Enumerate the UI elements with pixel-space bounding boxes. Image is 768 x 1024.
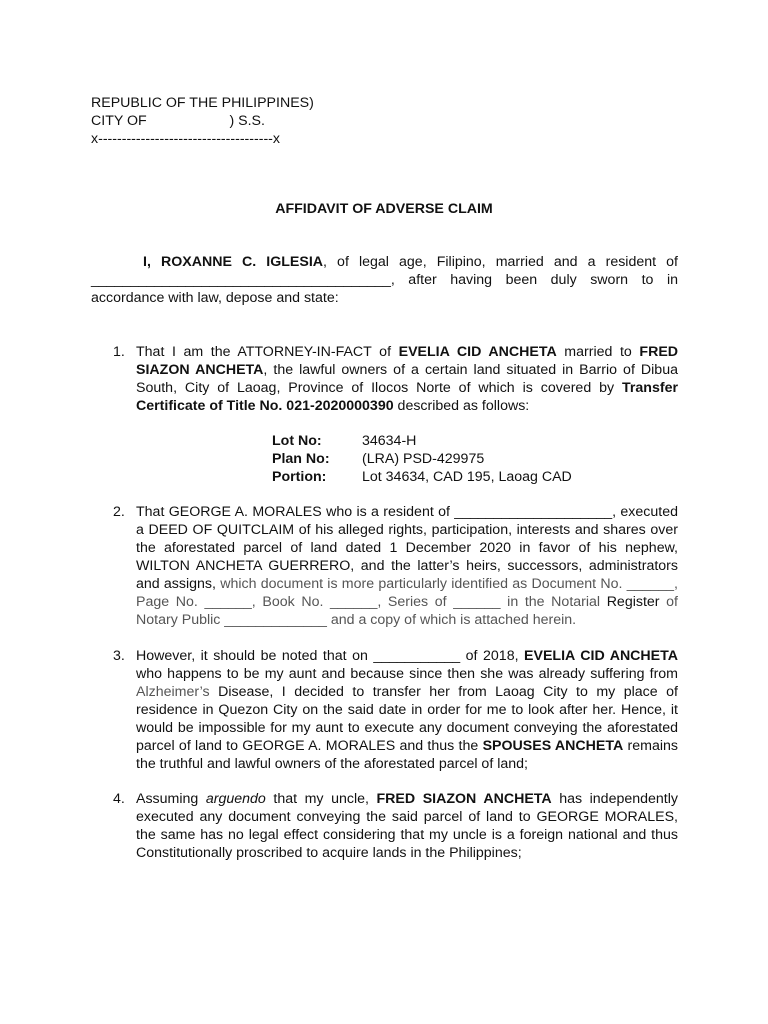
item-text: who happens to be my aunt and because since then she was already suffering from: [136, 666, 678, 682]
caption-divider: x-------------------------------------x: [91, 131, 280, 147]
plan-label: Plan No:: [272, 451, 330, 467]
item-text: , the lawful owners of a certain land situated in Barrio of Dibua South, City of Laoag, Province of Ilocos Norte of which is covered by: [136, 362, 678, 396]
allegations-list: [91, 343, 678, 862]
caption-republic: REPUBLIC OF THE PHILIPPINES): [91, 95, 314, 111]
item-bold: FRED SIAZON ANCHETA: [376, 791, 552, 807]
item-text: Disease, I decided to transfer her from Laoag City to my place of residence in Quezon City on the said date in order for me to look after her. Hence, it would be impossible for my aunt to execute any document conveying the aforestated parcel of land to GEORGE A. MORALES and thus the: [136, 684, 678, 754]
item-number: 1.: [113, 344, 125, 360]
item-number: 3.: [113, 648, 125, 664]
intro-paragraph: [91, 253, 678, 307]
item-text: That I am the ATTORNEY-IN-FACT of: [136, 344, 399, 360]
item-text: Register: [606, 594, 660, 610]
lot-value: 34634-H: [362, 433, 417, 449]
portion-row: [136, 468, 678, 486]
item-bold: Transfer Certificate of Title No. 021-2020000390: [136, 380, 678, 414]
list-item: [91, 503, 678, 629]
intro-text: , of legal age, Filipino, married and a resident of ______________________________________, after having been duly sworn to in accordance with law, depose and state:: [91, 254, 678, 306]
item-text: Assuming: [136, 791, 206, 807]
item-text-gray: Alzheimer’s: [136, 684, 210, 700]
item-number: 2.: [113, 504, 125, 520]
caption-city: CITY OF ) S.S.: [91, 113, 265, 129]
plan-row: [136, 450, 678, 468]
item-text-gray: of Notary Public _____________ and a copy of which is attached herein.: [136, 594, 678, 628]
list-item: [91, 647, 678, 773]
item-italic: arguendo: [205, 791, 266, 807]
document-title: AFFIDAVIT OF ADVERSE CLAIM: [275, 201, 493, 217]
portion-value: Lot 34634, CAD 195, Laoag CAD: [362, 469, 572, 485]
item-text: that my uncle,: [265, 791, 377, 807]
item-bold: FRED SIAZON ANCHETA: [136, 344, 679, 378]
list-item: [91, 790, 678, 862]
portion-label: Portion:: [272, 469, 327, 485]
item-text: has independently executed any document conveying the said parcel of land to GEORGE MORALES, the same has no legal effect considering that my uncle is a foreign national and thus Constitutionally proscribed to acquire lands in the Philippines;: [136, 791, 678, 861]
item-text: married to: [556, 344, 640, 360]
list-item: [91, 343, 678, 486]
item-bold: EVELIA CID ANCHETA: [524, 648, 678, 664]
lot-row: [136, 432, 678, 450]
item-text: described as follows:: [393, 398, 530, 414]
item-number: 4.: [113, 791, 125, 807]
venue-caption: [91, 94, 314, 148]
lot-label: Lot No:: [272, 433, 322, 449]
item-bold: EVELIA CID ANCHETA: [398, 344, 557, 360]
item-text-gray: which document is more particularly identified as Document No. ______, Page No. ______, Book No. ______, Series of ______ in the Notarial: [136, 576, 678, 610]
affiant-name: I, ROXANNE C. IGLESIA: [143, 254, 324, 270]
item-text: However, it should be noted that on ___________ of 2018,: [136, 648, 525, 664]
plan-value: (LRA) PSD-429975: [362, 451, 485, 467]
item-text: That GEORGE A. MORALES who is a resident of ____________________, executed a DEED OF QUITCLAIM of his alleged rights, participation, interests and shares over the aforestated parcel of land dated 1 December 2020 in favor of his nephew, WILTON ANCHETA GUERRERO, and the latter’s heirs, successors, administrators and assigns,: [136, 504, 678, 592]
item-bold: SPOUSES ANCHETA: [482, 738, 624, 754]
property-description: [136, 432, 678, 486]
item-text: remains the truthful and lawful owners of the aforestated parcel of land;: [136, 738, 678, 772]
